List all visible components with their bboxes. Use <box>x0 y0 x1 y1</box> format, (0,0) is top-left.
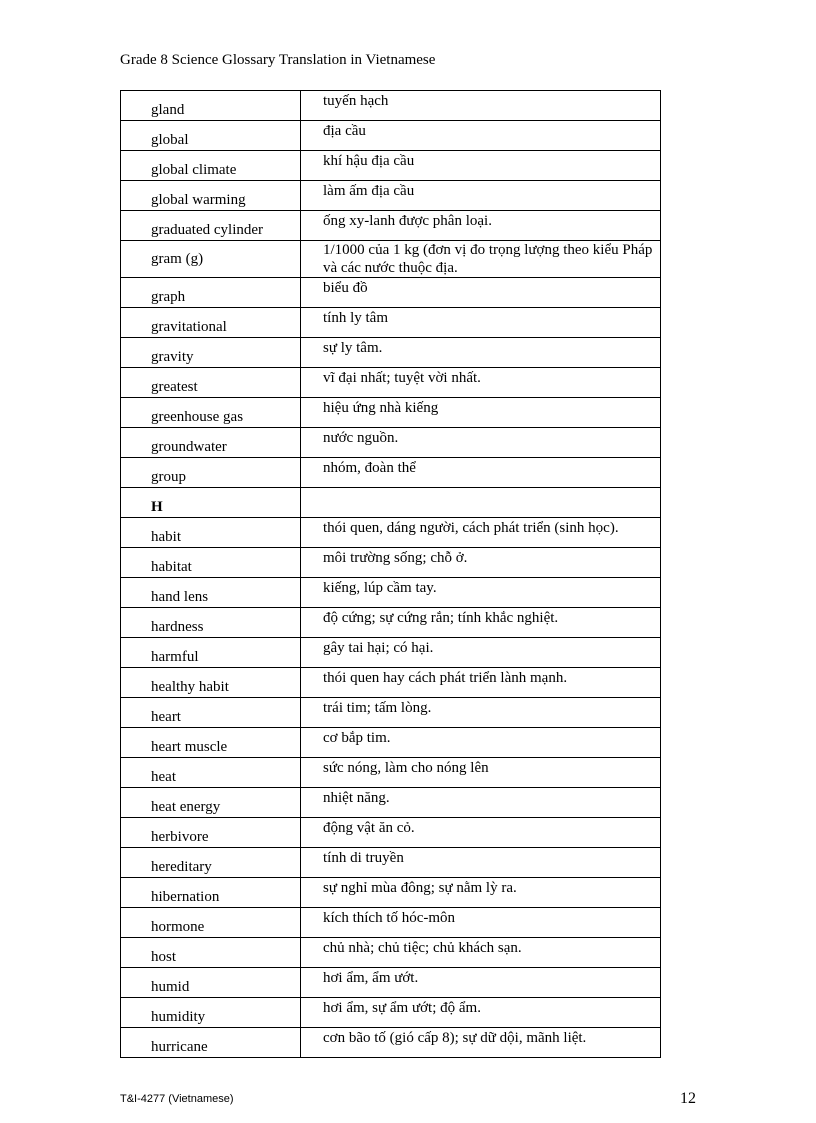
table-row <box>121 848 661 878</box>
term-cell: humidity <box>121 998 301 1028</box>
table-row <box>121 151 661 181</box>
term-cell: group <box>121 458 301 488</box>
term-cell: gravity <box>121 338 301 368</box>
term-cell: host <box>121 938 301 968</box>
term-cell: greatest <box>121 368 301 398</box>
translation-cell: tính ly tâm <box>301 308 661 338</box>
translation-cell: 1/1000 của 1 kg (đơn vị đo trọng lượng theo kiểu Pháp và các nước thuộc địa. <box>301 241 661 278</box>
translation-cell: tính di truyền <box>301 848 661 878</box>
term-cell: habit <box>121 518 301 548</box>
table-row <box>121 428 661 458</box>
glossary-table <box>120 90 661 1058</box>
table-row <box>121 878 661 908</box>
page-number: 12 <box>680 1090 696 1107</box>
term-cell: healthy habit <box>121 668 301 698</box>
table-row <box>121 758 661 788</box>
table-row <box>121 998 661 1028</box>
term-cell: groundwater <box>121 428 301 458</box>
translation-cell: nước nguồn. <box>301 428 661 458</box>
translation-cell: hơi ẩm, ẩm ướt. <box>301 968 661 998</box>
table-row <box>121 121 661 151</box>
term-cell: heart <box>121 698 301 728</box>
table-row <box>121 278 661 308</box>
term-cell: hibernation <box>121 878 301 908</box>
term-cell: gland <box>121 91 301 121</box>
page-title: Grade 8 Science Glossary Translation in Vietnamese <box>120 52 436 68</box>
term-cell: hardness <box>121 608 301 638</box>
translation-cell: làm ấm địa cầu <box>301 181 661 211</box>
table-row <box>121 458 661 488</box>
table-row <box>121 518 661 548</box>
table-row <box>121 578 661 608</box>
term-cell: global climate <box>121 151 301 181</box>
translation-cell: khí hậu địa cầu <box>301 151 661 181</box>
translation-cell: hiệu ứng nhà kiếng <box>301 398 661 428</box>
term-cell: hereditary <box>121 848 301 878</box>
term-cell: gravitational <box>121 308 301 338</box>
translation-cell: thói quen, dáng người, cách phát triển (sinh học). <box>301 518 661 548</box>
table-row <box>121 668 661 698</box>
translation-cell: sự ly tâm. <box>301 338 661 368</box>
translation-cell: trái tim; tấm lòng. <box>301 698 661 728</box>
translation-cell: nhiệt năng. <box>301 788 661 818</box>
table-row <box>121 1028 661 1058</box>
translation-cell: thói quen hay cách phát triển lành mạnh. <box>301 668 661 698</box>
table-row <box>121 698 661 728</box>
document-code: T&I-4277 (Vietnamese) <box>120 1093 234 1105</box>
table-row <box>121 728 661 758</box>
glossary-table-body <box>121 91 661 1058</box>
table-row <box>121 338 661 368</box>
table-row <box>121 608 661 638</box>
translation-cell: môi trường sống; chỗ ở. <box>301 548 661 578</box>
term-cell: graduated cylinder <box>121 211 301 241</box>
term-cell: hormone <box>121 908 301 938</box>
table-row <box>121 818 661 848</box>
table-row <box>121 91 661 121</box>
term-cell: humid <box>121 968 301 998</box>
translation-cell: hơi ẩm, sự ẩm ướt; độ ẩm. <box>301 998 661 1028</box>
term-cell: global <box>121 121 301 151</box>
term-cell: heart muscle <box>121 728 301 758</box>
term-cell: graph <box>121 278 301 308</box>
section-letter: H <box>121 488 301 518</box>
section-header-row <box>121 488 661 518</box>
translation-cell: động vật ăn cỏ. <box>301 818 661 848</box>
term-cell: greenhouse gas <box>121 398 301 428</box>
term-cell: harmful <box>121 638 301 668</box>
table-row <box>121 968 661 998</box>
translation-cell: gây tai hại; có hại. <box>301 638 661 668</box>
translation-cell: kiếng, lúp cầm tay. <box>301 578 661 608</box>
table-row <box>121 938 661 968</box>
term-cell: global warming <box>121 181 301 211</box>
translation-cell: ống xy-lanh được phân loại. <box>301 211 661 241</box>
term-cell: heat energy <box>121 788 301 818</box>
table-row <box>121 308 661 338</box>
translation-cell <box>301 488 661 518</box>
table-row <box>121 211 661 241</box>
term-cell: heat <box>121 758 301 788</box>
translation-cell: địa cầu <box>301 121 661 151</box>
term-cell: hand lens <box>121 578 301 608</box>
table-row <box>121 908 661 938</box>
translation-cell: chủ nhà; chủ tiệc; chủ khách sạn. <box>301 938 661 968</box>
table-row <box>121 398 661 428</box>
translation-cell: sự nghỉ mùa đông; sự nằm lỳ ra. <box>301 878 661 908</box>
translation-cell: vĩ đại nhất; tuyệt vời nhất. <box>301 368 661 398</box>
table-row <box>121 241 661 278</box>
translation-cell: nhóm, đoàn thể <box>301 458 661 488</box>
translation-cell: kích thích tố hóc-môn <box>301 908 661 938</box>
term-cell: habitat <box>121 548 301 578</box>
term-cell: gram (g) <box>121 241 301 278</box>
translation-cell: cơn bão tố (gió cấp 8); sự dữ dội, mãnh liệt. <box>301 1028 661 1058</box>
translation-cell: độ cứng; sự cứng rắn; tính khắc nghiệt. <box>301 608 661 638</box>
table-row <box>121 788 661 818</box>
translation-cell: tuyến hạch <box>301 91 661 121</box>
term-cell: hurricane <box>121 1028 301 1058</box>
table-row <box>121 548 661 578</box>
table-row <box>121 638 661 668</box>
table-row <box>121 368 661 398</box>
table-row <box>121 181 661 211</box>
translation-cell: cơ bắp tim. <box>301 728 661 758</box>
translation-cell: sức nóng, làm cho nóng lên <box>301 758 661 788</box>
term-cell: herbivore <box>121 818 301 848</box>
translation-cell: biểu đồ <box>301 278 661 308</box>
